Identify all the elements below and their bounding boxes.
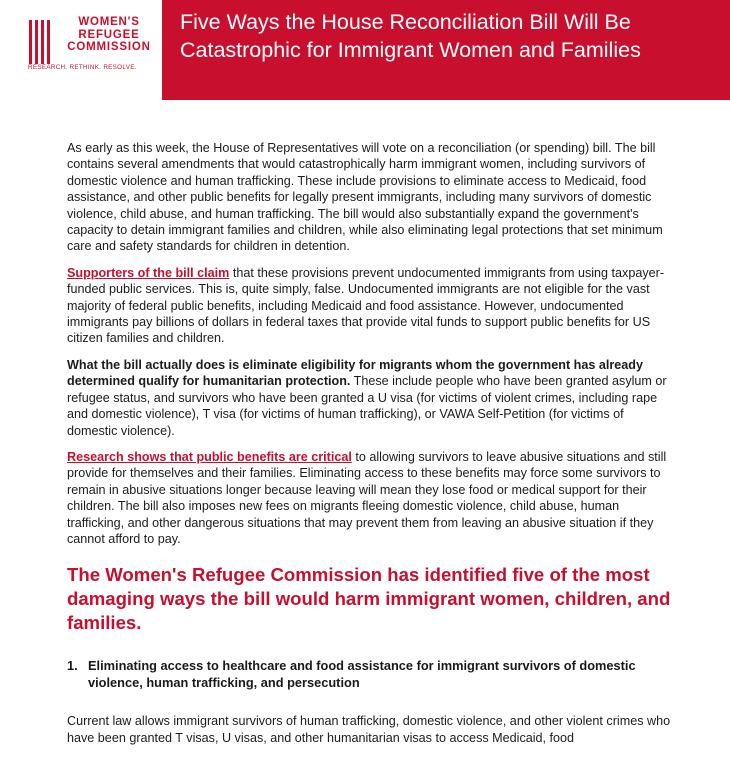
paragraph-supporters-text: that these provisions prevent undocumented immigrants from using taxpayer-funded public services. This is, quite simply, false. Undocumented immigrants are not eligible for the vast majority of federal public benefits, including Medicaid and food assistance. However, undocumented immigrants pay billions of dollars in federal taxes that provide vital funds to support public benefits for US citizen families and children. (67, 265, 665, 346)
body-content (67, 140, 677, 756)
header (0, 0, 730, 100)
logo (0, 0, 162, 100)
paragraph-eligibility-text: These include people who have been granted asylum or refugee status, and survivors who have been granted a U visa (for victims of violent crimes, including rape and domestic violence), T visa (for victims of human trafficking), or VAWA Self-Petition (for victims of domestic violence). (67, 374, 667, 438)
logo-line-3: COMMISSION (67, 41, 151, 53)
paragraph-research-text: to allowing survivors to leave abusive situations and still provide for themselves and their families. Eliminating access to these benefits may force some survivors to remain in abusive situations longer because leaving will mean they lose food or medical support for their children. The bill also imposes new fees on migrants fleeing domestic violence, child abuse, human trafficking, and other dangerous situations that may prevent them from leaving an abusive situation if they cannot afford to pay. (67, 449, 667, 546)
page-title: Five Ways the House Reconciliation Bill Will Be Catastrophic for Immigrant Women and Families (180, 10, 641, 62)
logo-line-1: WOMEN'S (78, 16, 140, 28)
paragraph-intro: As early as this week, the House of Representatives will vote on a reconciliation (or spending) bill. The bill contains several amendments that would catastrophically harm immigrant women, including survivors of domestic violence and human trafficking. These include provisions to eliminate access to Medicaid, food assistance, and other public benefits for legally present immigrants, including many survivors of domestic violence, child abuse, and human trafficking. The bill would also substantially expand the government's capacity to detain immigrant families and children, while also eliminating legal protections that set minimum care and safety standards for children in detention. (67, 141, 663, 254)
section-heading: The Women's Refugee Commission has identified five of the most damaging ways the bill would harm immigrant women, children, and families. (67, 564, 671, 634)
paragraph-eligibility-bold: What the bill actually does is eliminate eligibility for migrants whom the government has already determined qualify for humanitarian protection. (67, 357, 643, 389)
logo-wordmark (57, 16, 161, 54)
logo-tagline: RESEARCH. RETHINK. RESOLVE. (28, 64, 137, 71)
list-item-title: Eliminating access to healthcare and food assistance for immigrant survivors of domestic violence, human trafficking, and persecution (88, 658, 636, 691)
supporters-claim-link[interactable]: Supporters of the bill claim (67, 265, 230, 280)
title-band (162, 0, 730, 100)
paragraph-eligibility (67, 357, 677, 439)
paragraph-supporters (67, 265, 677, 347)
list-item (67, 657, 677, 691)
logo-mark-icon (29, 20, 51, 64)
paragraph-current-law: Current law allows immigrant survivors of human trafficking, domestic violence, and other violent crimes who have been granted T visas, U visas, and other humanitarian visas to access Medicaid, food (67, 714, 671, 745)
paragraph-research (67, 449, 677, 547)
list-item-number: 1. (67, 658, 78, 674)
research-link[interactable]: Research shows that public benefits are critical (67, 449, 352, 464)
logo-line-2: REFUGEE (78, 28, 140, 41)
